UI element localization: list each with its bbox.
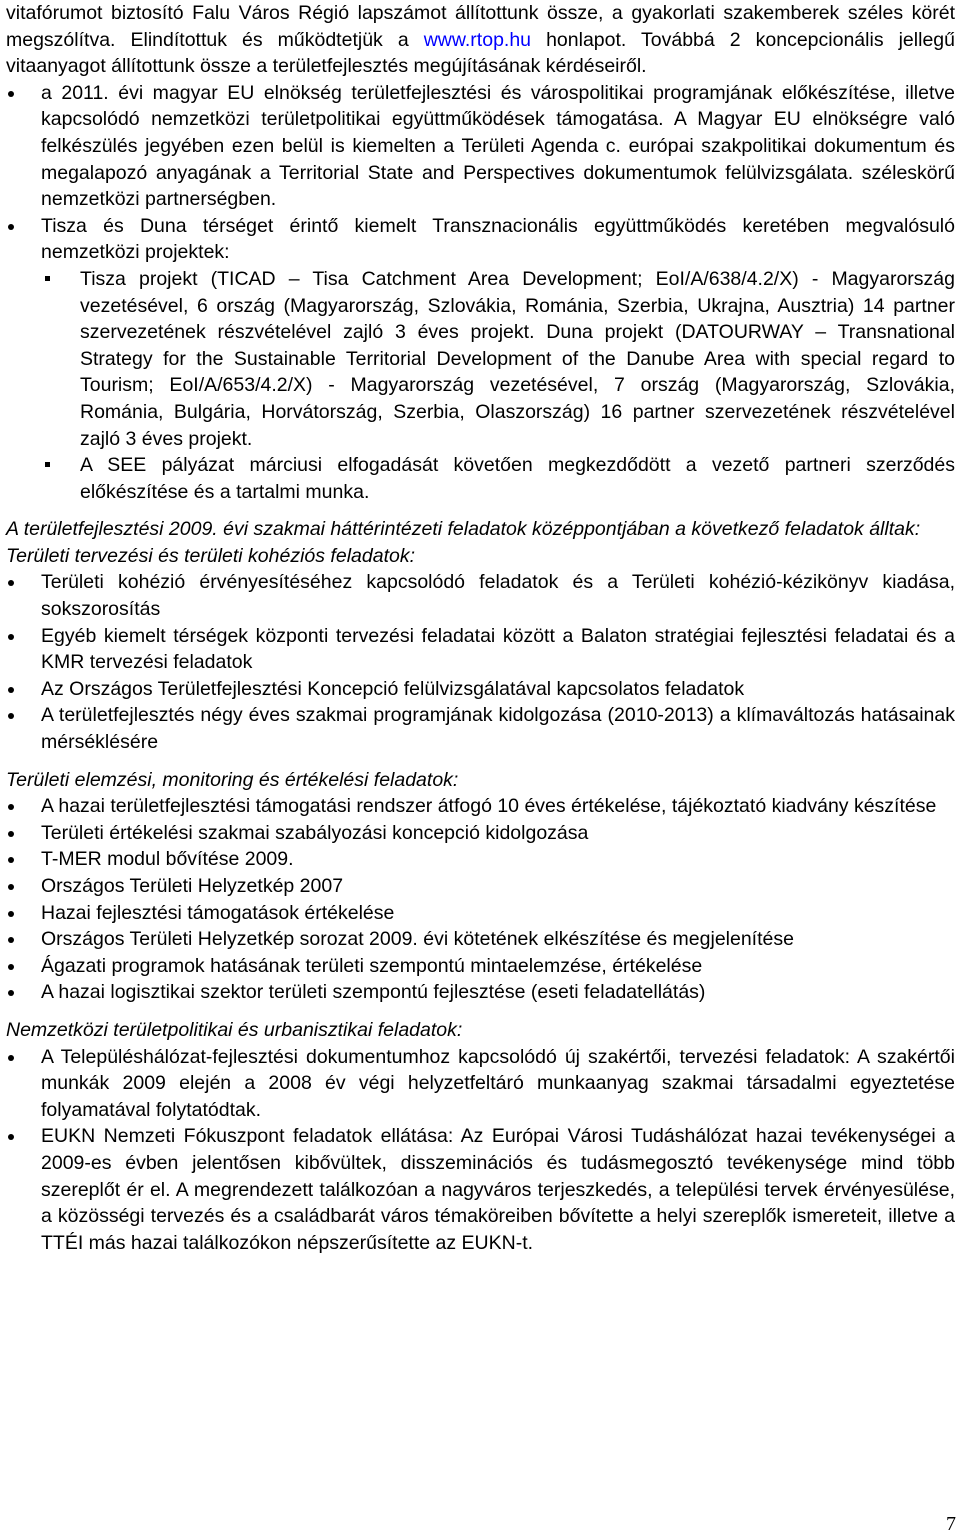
rtop-link[interactable]: www.rtop.hu: [423, 28, 532, 51]
bullet-list: [6, 793, 955, 1006]
section-intro: A területfejlesztési 2009. évi szakmai háttérintézeti feladatok középpontjában a következő feladatok álltak:: [6, 518, 921, 541]
list-item: A Településhálózat-fejlesztési dokumentumhoz kapcsolódó új szakértői, tervezési feladatok: A szakértői munkák 2009 elején a 2008 év végi helyzetfeltáró munkaanyag szakmai társadalmi egyeztetése folyamatával folytatódtak.: [41, 1045, 955, 1121]
list-item: Tisza projekt (TICAD – Tisa Catchment Area Development; EoI/A/638/4.2/X) - Magyarország vezetésével, 6 ország (Magyarország, Szlovákia, Románia, Szerbia, Ukrajna, Ausztria) 14 partner szervezetének részvételével zajló 3 éves projekt. Duna projekt (DATOURWAY – Transnational Strategy for the Sustainable Territorial Development of the Danube Area with special regard to Tourism; EoI/A/653/4.2/X) - Magyarország vezetésével, 7 ország (Magyarország, Szlovákia, Románia, Bulgária, Horvátország, Szerbia, Olaszország) 16 partner szervezetének részvételével zajló 3 éves projekt.: [80, 267, 955, 450]
page-number: 7: [946, 1513, 956, 1535]
list-item: Területi kohézió érvényesítéséhez kapcsolódó feladatok és a Területi kohézió-kézikönyv kiadása, sokszorosítás: [41, 571, 955, 621]
bullet-list: [6, 569, 955, 755]
list-item: T-MER modul bővítése 2009.: [41, 848, 294, 871]
paragraph-tail: honlapot. Továbbá 2 koncepcionális jellegű vitaanyagot állítottunk össze a területfejlesztés megújításának kérdéseiről.: [6, 28, 955, 78]
section-heading: Területi tervezési és területi kohéziós feladatok:: [6, 544, 415, 567]
list-item: Ágazati programok hatásának területi szempontú mintaelemzése, értékelése: [41, 954, 703, 977]
list-item: Országos Területi Helyzetkép 2007: [41, 875, 344, 897]
list-item: Hazai fejlesztési támogatások értékelése: [41, 901, 395, 924]
list-item: Országos Területi Helyzetkép sorozat 2009. évi kötetének elkészítése és megjelenítése: [41, 928, 794, 951]
section-heading: Nemzetközi területpolitikai és urbanisztikai feladatok:: [6, 1018, 463, 1041]
list-item: Területi értékelési szakmai szabályozási koncepció kidolgozása: [41, 821, 589, 844]
list-item: Egyéb kiemelt térségek központi tervezési feladatai között a Balaton stratégiai fejlesztési feladatai és a KMR tervezési feladatok: [41, 624, 955, 674]
list-item: a 2011. évi magyar EU elnökség területfejlesztési és várospolitikai programjának előkészítése, illetve kapcsolódó nemzetközi területpolitikai együttműködések támogatása. A Magyar EU elnökségre való felkészülés jegyében ezen belül is kiemelten a Területi Agenda c. európai szakpolitikai dokumentum és megalapozó anyagának a Territorial State and Perspectives dokumentumok felülvizsgálata. széleskörű nemzetközi partnerségben.: [41, 81, 955, 211]
list-item: A hazai területfejlesztési támogatási rendszer átfogó 10 éves értékelése, tájékoztató kiadvány készítése: [41, 795, 937, 818]
list-item: EUKN Nemzeti Fókuszpont feladatok ellátása: Az Európai Városi Tudáshálózat hazai tevékenységei a 2009-es évben jelentősen kibővültek, disszeminációs és tudásmegosztó tevékenysége mind több szereplőt ér el. A megrendezett találkozóan a nagyváros terjeszkedés, a települési tervek érvényesülése, a közösségi tervezés és a családbarát város témaköreiben bővítette a helyi szereplők ismereteit, illetve a TTÉI más hazai találkozókon népszerűsítette az EUKN-t.: [41, 1125, 955, 1254]
bullet-list-projects: [6, 80, 955, 266]
paragraph-lead: vitafórumot biztosító Falu Város Régió lapszámot állítottunk össze, a gyakorlati szakemberek széles körét megszólítva. Elindítottuk és működtetjük a: [6, 2, 955, 51]
square-sublist: [6, 266, 955, 505]
bullet-list: [6, 1044, 955, 1257]
list-item: Az Országos Területfejlesztési Koncepció felülvizsgálatával kapcsolatos feladatok: [41, 677, 745, 700]
document-page: [6, 0, 955, 1256]
list-item: A területfejlesztés négy éves szakmai programjának kidolgozása (2010-2013) a klímaváltozás hatásainak mérséklésére: [41, 704, 955, 754]
list-item: Tisza és Duna térséget érintő kiemelt Transznacionális együttműködés keretében megvalósuló nemzetközi projektek:: [41, 214, 955, 264]
list-item: A hazai logisztikai szektor területi szempontú fejlesztése (eseti feladatellátás): [41, 981, 706, 1004]
section-heading: Területi elemzési, monitoring és értékelési feladatok:: [6, 768, 459, 791]
list-item: A SEE pályázat márciusi elfogadását követően megkezdődött a vezető partneri szerződés előkészítése és a tartalmi munka.: [80, 454, 955, 503]
intro-paragraph: [6, 0, 955, 80]
